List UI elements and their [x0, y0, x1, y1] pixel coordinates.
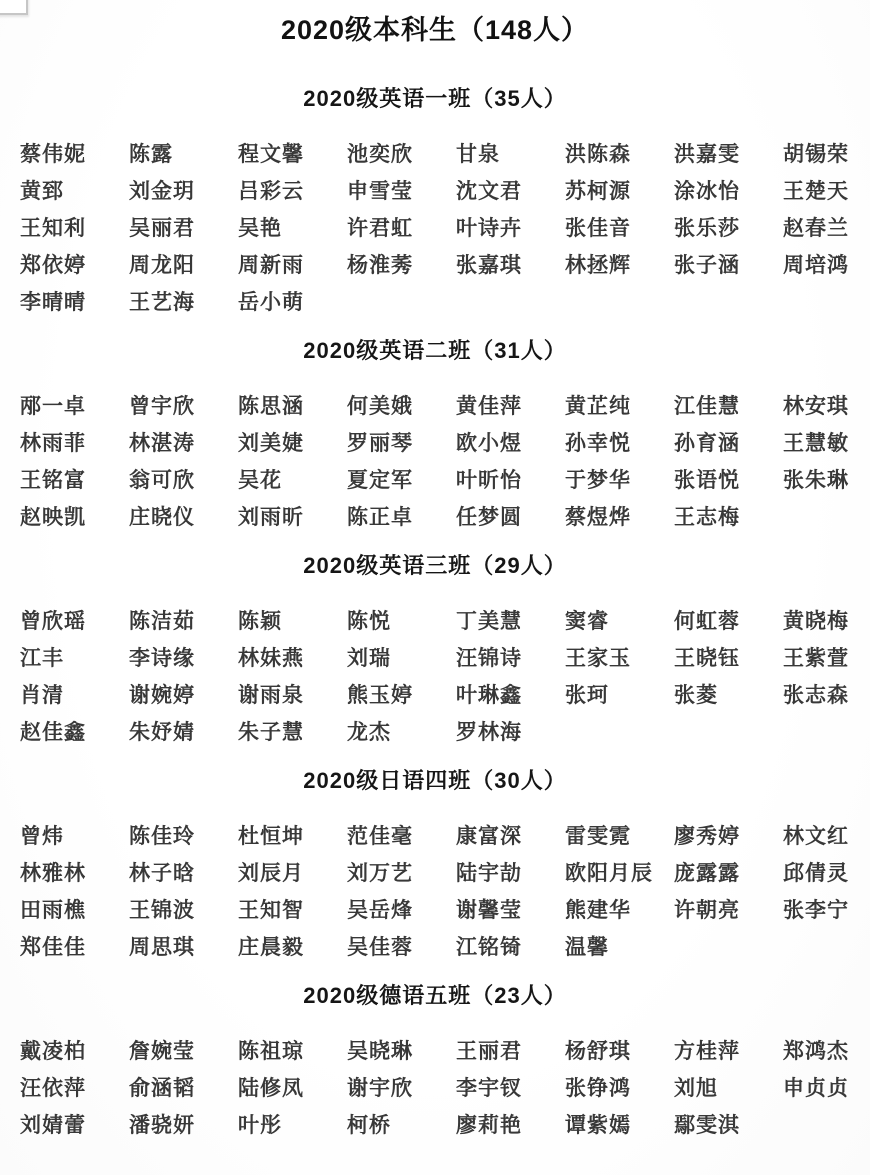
student-name: 张嘉琪	[456, 254, 522, 277]
student-name: 李宇钗	[456, 1077, 522, 1100]
student-name: 孙育涵	[674, 432, 740, 455]
student-name: 戴凌柏	[20, 1040, 86, 1063]
student-name: 张朱琳	[783, 469, 849, 492]
student-name: 胡锡荣	[783, 143, 849, 166]
student-name: 周新雨	[238, 254, 304, 277]
student-name: 吴丽君	[129, 217, 195, 240]
student-name: 黄晓梅	[783, 610, 849, 633]
name-row	[20, 935, 870, 972]
student-name: 丁美慧	[456, 610, 522, 633]
student-name: 李晴晴	[20, 291, 86, 314]
student-name: 谭紫嫣	[565, 1114, 631, 1137]
student-name: 黄芷纯	[565, 395, 631, 418]
student-name: 吴岳烽	[347, 899, 413, 922]
student-name: 王晓钰	[674, 647, 740, 670]
student-name: 林雨菲	[20, 432, 86, 455]
student-name: 叶彤	[238, 1114, 282, 1137]
student-name: 洪陈森	[565, 143, 631, 166]
student-name: 龙杰	[347, 721, 391, 744]
student-name: 刘金玥	[129, 180, 195, 203]
student-name: 杨舒琪	[565, 1040, 631, 1063]
student-name: 曾欣瑶	[20, 610, 86, 633]
student-name: 岳小萌	[238, 291, 304, 314]
student-name: 程文馨	[238, 143, 304, 166]
name-row	[20, 216, 870, 253]
student-name: 洪嘉雯	[674, 143, 740, 166]
student-name: 陈祖琼	[238, 1040, 304, 1063]
student-name: 林湛涛	[129, 432, 195, 455]
student-name: 林子晗	[129, 862, 195, 885]
student-name: 何美娥	[347, 395, 413, 418]
student-name: 邴一卓	[20, 395, 86, 418]
student-name: 王艺海	[129, 291, 195, 314]
name-row	[20, 394, 870, 431]
student-name: 温馨	[565, 936, 609, 959]
name-row	[20, 253, 870, 290]
name-row	[20, 431, 870, 468]
student-name: 谢宇欣	[347, 1077, 413, 1100]
name-row	[20, 861, 870, 898]
student-name: 刘婧蕾	[20, 1114, 86, 1137]
name-row	[20, 1113, 870, 1150]
student-name: 江佳慧	[674, 395, 740, 418]
name-grid	[20, 142, 870, 327]
student-name: 李诗缘	[129, 647, 195, 670]
student-name: 田雨樵	[20, 899, 86, 922]
student-name: 林妹燕	[238, 647, 304, 670]
student-name: 蔡伟妮	[20, 143, 86, 166]
student-name: 许朝亮	[674, 899, 740, 922]
student-name: 汪锦诗	[456, 647, 522, 670]
class-sections	[0, 85, 870, 1150]
student-name: 何虹蓉	[674, 610, 740, 633]
student-name: 赵佳鑫	[20, 721, 86, 744]
name-row	[20, 609, 870, 646]
student-name: 周培鸿	[783, 254, 849, 277]
student-name: 庄晓仪	[129, 506, 195, 529]
student-name: 罗林海	[456, 721, 522, 744]
student-name: 曾宇欣	[129, 395, 195, 418]
student-name: 江铭锜	[456, 936, 522, 959]
student-name: 汪依萍	[20, 1077, 86, 1100]
student-name: 郑鸿杰	[783, 1040, 849, 1063]
student-name: 陈露	[129, 143, 173, 166]
name-grid	[20, 609, 870, 757]
name-grid	[20, 824, 870, 972]
student-name: 叶昕怡	[456, 469, 522, 492]
student-name: 陈佳玲	[129, 825, 195, 848]
student-name: 王紫萱	[783, 647, 849, 670]
student-name: 任梦圆	[456, 506, 522, 529]
student-name: 朱子慧	[238, 721, 304, 744]
student-name: 刘辰月	[238, 862, 304, 885]
name-row	[20, 1039, 870, 1076]
student-name: 张铮鸿	[565, 1077, 631, 1100]
student-name: 潘骁妍	[129, 1114, 195, 1137]
student-name: 黄郅	[20, 180, 64, 203]
student-name: 张佳音	[565, 217, 631, 240]
student-name: 林雅林	[20, 862, 86, 885]
name-grid	[20, 394, 870, 542]
student-name: 杨淮莠	[347, 254, 413, 277]
student-name: 翁可欣	[129, 469, 195, 492]
student-name: 刘万艺	[347, 862, 413, 885]
student-name: 王锦波	[129, 899, 195, 922]
student-name: 朱妤婧	[129, 721, 195, 744]
section-title: 2020级英语一班（35人）	[303, 86, 567, 111]
name-row	[20, 898, 870, 935]
page-title: 2020级本科生（148人）	[280, 15, 590, 45]
student-name: 于梦华	[565, 469, 631, 492]
student-name: 王楚天	[783, 180, 849, 203]
student-name: 吴艳	[238, 217, 282, 240]
student-name: 谢婉婷	[129, 684, 195, 707]
student-name: 邱倩灵	[783, 862, 849, 885]
name-row	[20, 1076, 870, 1113]
student-name: 肖清	[20, 684, 64, 707]
student-name: 柯桥	[347, 1114, 391, 1137]
student-name: 庞露露	[674, 862, 740, 885]
student-name: 申贞贞	[783, 1077, 849, 1100]
student-name: 沈文君	[456, 180, 522, 203]
student-name: 王志梅	[674, 506, 740, 529]
student-name: 王丽君	[456, 1040, 522, 1063]
student-name: 刘美婕	[238, 432, 304, 455]
student-name: 吴晓琳	[347, 1040, 413, 1063]
student-name: 甘泉	[456, 143, 500, 166]
student-name: 陆修凤	[238, 1077, 304, 1100]
student-name: 张志森	[783, 684, 849, 707]
student-name: 熊建华	[565, 899, 631, 922]
student-name: 陈洁茹	[129, 610, 195, 633]
student-name: 陈正卓	[347, 506, 413, 529]
student-name: 苏柯源	[565, 180, 631, 203]
student-name: 池奕欣	[347, 143, 413, 166]
section-title: 2020级日语四班（30人）	[303, 768, 567, 793]
student-name: 周思琪	[129, 936, 195, 959]
student-name: 刘旭	[674, 1077, 718, 1100]
student-name: 罗丽琴	[347, 432, 413, 455]
name-row	[20, 646, 870, 683]
student-name: 孙幸悦	[565, 432, 631, 455]
student-name: 张子涵	[674, 254, 740, 277]
section-title: 2020级英语二班（31人）	[303, 338, 567, 363]
student-name: 王知利	[20, 217, 86, 240]
student-name: 林拯辉	[565, 254, 631, 277]
name-row	[20, 720, 870, 757]
student-name: 杜恒坤	[238, 825, 304, 848]
student-name: 林安琪	[783, 395, 849, 418]
student-name: 庄晨毅	[238, 936, 304, 959]
student-name: 张语悦	[674, 469, 740, 492]
section-title: 2020级英语三班（29人）	[303, 553, 567, 578]
student-name: 周龙阳	[129, 254, 195, 277]
student-name: 王知智	[238, 899, 304, 922]
student-name: 叶诗卉	[456, 217, 522, 240]
student-name: 欧小煜	[456, 432, 522, 455]
student-name: 王家玉	[565, 647, 631, 670]
student-name: 俞涵韬	[129, 1077, 195, 1100]
student-name: 方桂萍	[674, 1040, 740, 1063]
name-row	[20, 290, 870, 327]
student-name: 曾炜	[20, 825, 64, 848]
student-name: 谢馨莹	[456, 899, 522, 922]
name-row	[20, 824, 870, 861]
student-name: 张李宁	[783, 899, 849, 922]
name-row	[20, 683, 870, 720]
student-name: 鄢雯淇	[674, 1114, 740, 1137]
student-name: 刘雨昕	[238, 506, 304, 529]
student-name: 张珂	[565, 684, 609, 707]
student-name: 陆宇劼	[456, 862, 522, 885]
student-name: 江丰	[20, 647, 64, 670]
student-name: 詹婉莹	[129, 1040, 195, 1063]
student-name: 范佳毫	[347, 825, 413, 848]
name-row	[20, 179, 870, 216]
student-name: 赵映凯	[20, 506, 86, 529]
student-name: 谢雨泉	[238, 684, 304, 707]
section-title: 2020级德语五班（23人）	[303, 983, 567, 1008]
student-name: 王铭富	[20, 469, 86, 492]
student-name: 郑佳佳	[20, 936, 86, 959]
student-name: 刘瑞	[347, 647, 391, 670]
student-name: 许君虹	[347, 217, 413, 240]
name-row	[20, 505, 870, 542]
student-name: 叶琳鑫	[456, 684, 522, 707]
student-name: 欧阳月辰	[565, 862, 653, 885]
student-name: 熊玉婷	[347, 684, 413, 707]
student-name: 陈颖	[238, 610, 282, 633]
student-name: 王慧敏	[783, 432, 849, 455]
student-name: 吴佳蓉	[347, 936, 413, 959]
name-row	[20, 468, 870, 505]
student-name: 陈思涵	[238, 395, 304, 418]
student-name: 申雪莹	[347, 180, 413, 203]
student-name: 廖莉艳	[456, 1114, 522, 1137]
student-name: 蔡煜烨	[565, 506, 631, 529]
page-corner-artifact	[0, 0, 28, 15]
student-name: 康富深	[456, 825, 522, 848]
student-name: 赵春兰	[783, 217, 849, 240]
student-name: 林文红	[783, 825, 849, 848]
student-name: 张菱	[674, 684, 718, 707]
student-name: 陈悦	[347, 610, 391, 633]
student-name: 廖秀婷	[674, 825, 740, 848]
name-row	[20, 142, 870, 179]
name-grid	[20, 1039, 870, 1150]
student-name: 雷雯霓	[565, 825, 631, 848]
student-name: 吴花	[238, 469, 282, 492]
student-name: 涂冰怡	[674, 180, 740, 203]
student-name: 黄佳萍	[456, 395, 522, 418]
student-name: 吕彩云	[238, 180, 304, 203]
student-name: 夏定军	[347, 469, 413, 492]
student-name: 郑依婷	[20, 254, 86, 277]
student-name: 张乐莎	[674, 217, 740, 240]
student-name: 窦睿	[565, 610, 609, 633]
